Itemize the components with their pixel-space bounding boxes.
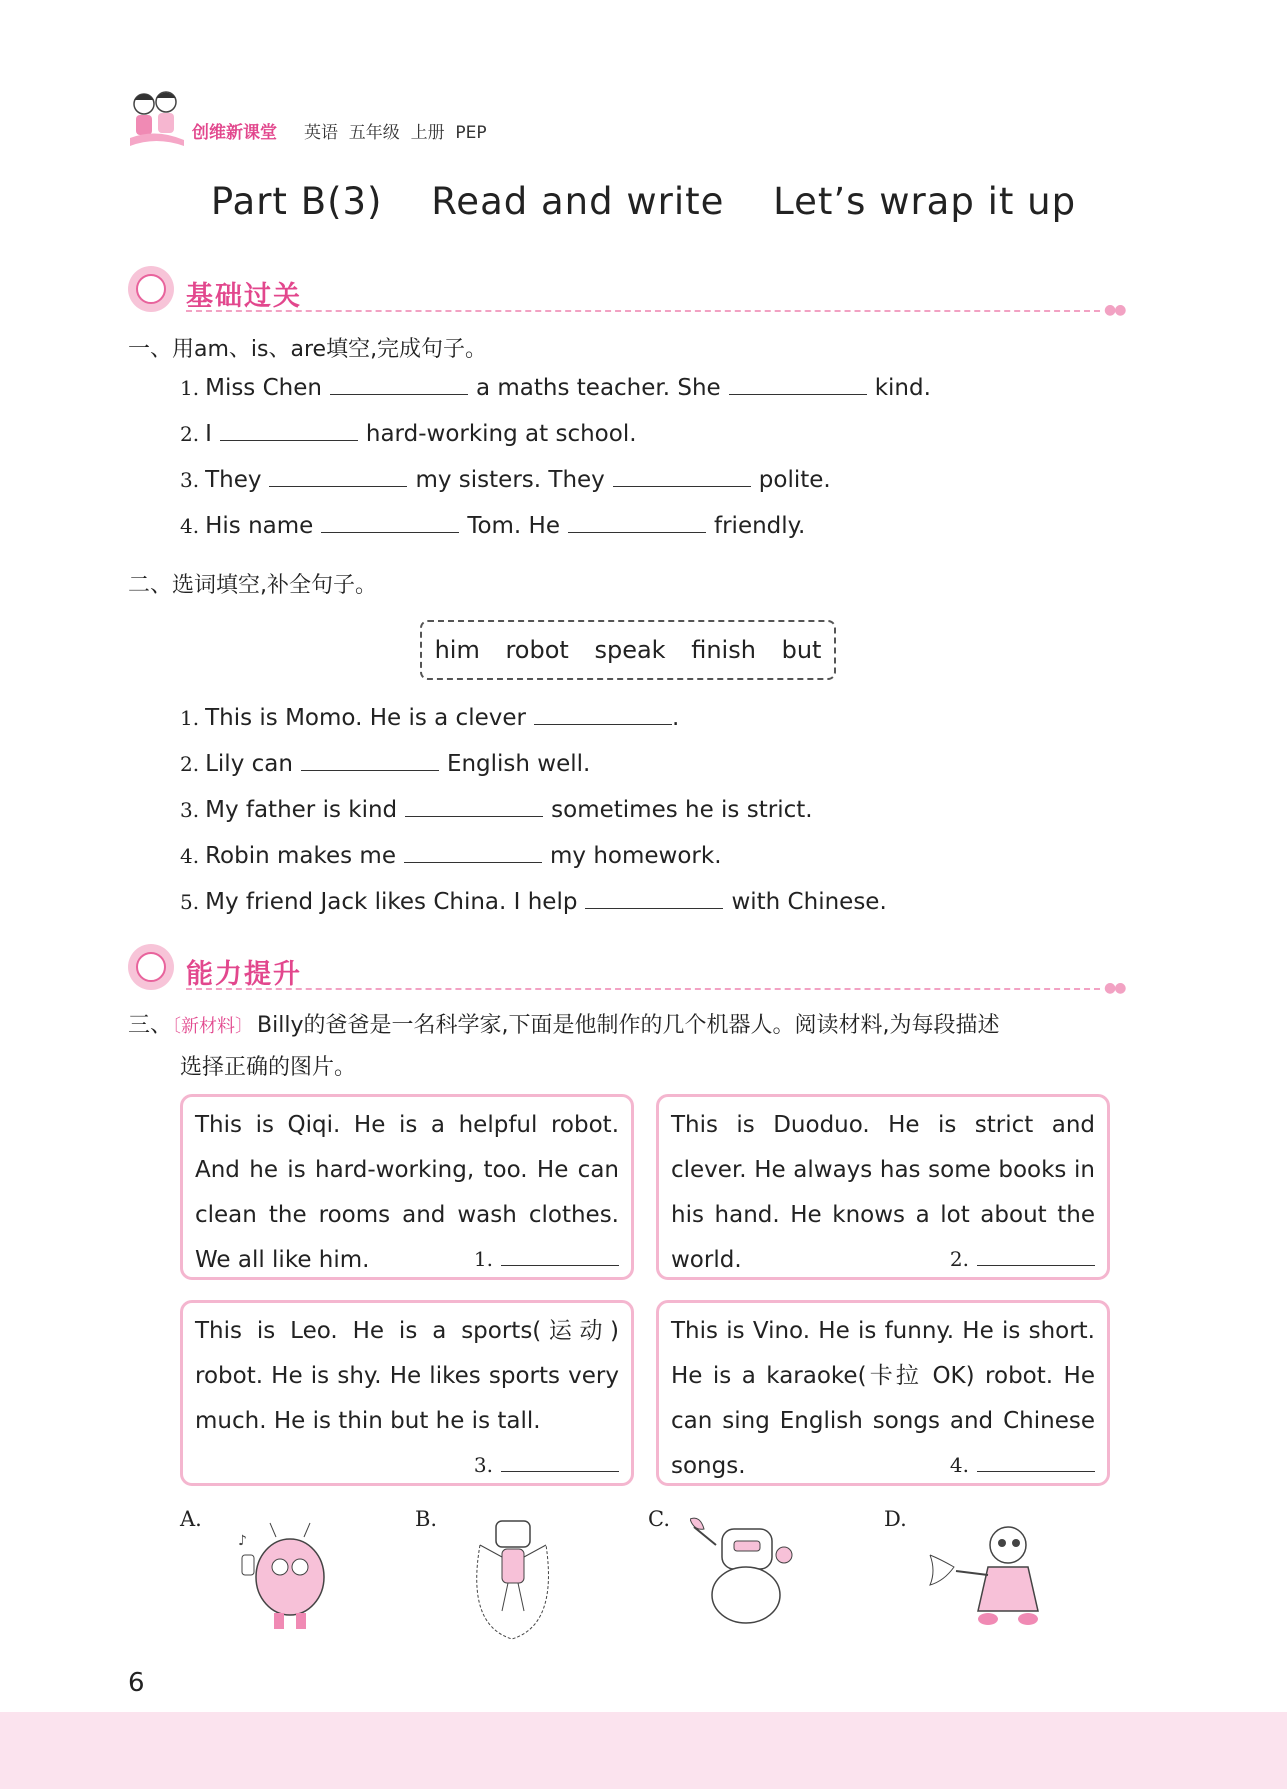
item-text: My friend Jack likes China. I help xyxy=(205,889,578,915)
section-badge-icon xyxy=(128,944,174,990)
item-text: with Chinese. xyxy=(731,889,887,915)
answer-number: 3. xyxy=(473,1453,493,1477)
book-info: 英语 五年级 上册 PEP xyxy=(304,123,487,143)
answer-blank[interactable] xyxy=(501,1245,619,1266)
answer-blank[interactable] xyxy=(330,374,468,395)
q1-item-3 xyxy=(180,466,831,493)
item-number: 2. xyxy=(180,422,200,446)
word-option: but xyxy=(781,636,822,664)
item-text: Lily can xyxy=(205,751,293,777)
card-answer xyxy=(950,1245,1095,1271)
answer-blank[interactable] xyxy=(534,704,672,725)
card-answer xyxy=(474,1451,619,1477)
word-option: finish xyxy=(691,636,756,664)
item-text: My father is kind xyxy=(205,797,398,823)
answer-blank[interactable] xyxy=(613,466,751,487)
card-text: This is Vino. He is funny. He is short. He is a karaoke(卡拉 OK) robot. He can sing English songs and Chinese songs. xyxy=(671,1318,1095,1479)
title-read: Read and write xyxy=(431,180,725,223)
section-divider xyxy=(186,310,1100,312)
section-label: 基础过关 xyxy=(186,281,302,312)
q2-item-4 xyxy=(180,842,722,869)
footer-band xyxy=(0,1712,1287,1789)
cleaning-robot-icon xyxy=(690,1515,800,1635)
question-prefix: 三、 xyxy=(128,1013,173,1038)
card-text: This is Duoduo. He is strict and clever. He always has some books in his hand. He knows a lot about the world. xyxy=(671,1112,1095,1273)
word-option: speak xyxy=(594,636,666,664)
word-option: him xyxy=(434,636,480,664)
option-d-label: D. xyxy=(884,1507,907,1531)
item-text: They xyxy=(205,467,262,493)
q1-item-1 xyxy=(180,374,931,401)
decorative-dots-icon: ●● xyxy=(1104,980,1125,996)
section-label: 能力提升 xyxy=(186,959,302,990)
section-basic-heading xyxy=(128,266,1128,316)
decorative-dots-icon: ●● xyxy=(1104,302,1125,318)
item-text: kind. xyxy=(874,375,931,401)
reading-card-4 xyxy=(656,1300,1110,1486)
option-c-label: C. xyxy=(648,1507,670,1531)
card-text: This is Leo. He is a sports(运动) robot. He is shy. He likes sports very much. He is thin but he is tall. xyxy=(195,1318,619,1434)
answer-number: 1. xyxy=(473,1247,493,1271)
svg-text:♪: ♪ xyxy=(238,1533,247,1549)
title-part: Part B(3) xyxy=(210,180,383,223)
kids-logo-icon xyxy=(126,88,188,154)
item-number: 3. xyxy=(180,798,200,822)
word-option: robot xyxy=(505,636,569,664)
section-badge-icon xyxy=(128,266,174,312)
item-text: hard-working at school. xyxy=(365,421,637,447)
q2-item-5 xyxy=(180,888,887,915)
item-text: sometimes he is strict. xyxy=(551,797,813,823)
item-text: I xyxy=(205,421,212,447)
item-text: my sisters. They xyxy=(415,467,605,493)
page-title xyxy=(0,180,1287,223)
section-advanced-heading xyxy=(128,944,1128,994)
title-wrap: Let’s wrap it up xyxy=(773,180,1077,223)
answer-blank[interactable] xyxy=(501,1451,619,1472)
item-text: my homework. xyxy=(550,843,722,869)
item-number: 5. xyxy=(180,890,200,914)
page-number: 6 xyxy=(128,1668,145,1698)
item-number: 3. xyxy=(180,468,200,492)
question-2-heading: 二、选词填空,补全句子。 xyxy=(128,573,377,598)
item-number: 4. xyxy=(180,514,200,538)
q2-item-1 xyxy=(180,704,679,731)
item-text: English well. xyxy=(446,751,591,777)
brand-name: 创维新课堂 xyxy=(192,123,277,143)
item-text: polite. xyxy=(758,467,831,493)
item-number: 2. xyxy=(180,752,200,776)
card-answer xyxy=(474,1245,619,1271)
option-a-label: A. xyxy=(180,1507,202,1531)
item-number: 4. xyxy=(180,844,200,868)
item-text: His name xyxy=(205,513,314,539)
question-3-heading-line2: 选择正确的图片。 xyxy=(180,1055,357,1080)
reading-card-1 xyxy=(180,1094,634,1280)
q1-item-2 xyxy=(180,420,637,447)
item-text: Miss Chen xyxy=(205,375,322,401)
section-divider xyxy=(186,988,1100,990)
q2-item-3 xyxy=(180,796,813,823)
answer-blank[interactable] xyxy=(404,842,542,863)
answer-blank[interactable] xyxy=(568,512,706,533)
reading-card-3 xyxy=(180,1300,634,1486)
card-answer xyxy=(950,1451,1095,1477)
item-number: 1. xyxy=(180,706,200,730)
answer-blank[interactable] xyxy=(405,796,543,817)
reading-card-2 xyxy=(656,1094,1110,1280)
answer-blank[interactable] xyxy=(977,1451,1095,1472)
item-text: Robin makes me xyxy=(205,843,396,869)
answer-blank[interactable] xyxy=(977,1245,1095,1266)
new-material-tag: 〔新材料〕 xyxy=(172,1016,254,1037)
item-text: friendly. xyxy=(714,513,806,539)
question-1-heading: 一、用am、is、are填空,完成句子。 xyxy=(128,337,488,362)
question-3-heading xyxy=(128,1008,1138,1039)
answer-blank[interactable] xyxy=(321,512,459,533)
item-text: This is Momo. He is a clever xyxy=(205,705,526,731)
karaoke-robot-icon xyxy=(228,1515,348,1635)
item-text: Tom. He xyxy=(467,513,560,539)
option-b-label: B. xyxy=(415,1507,438,1531)
word-bank xyxy=(420,620,836,680)
q2-item-2 xyxy=(180,750,590,777)
item-text: a maths teacher. She xyxy=(475,375,721,401)
answer-number: 4. xyxy=(949,1453,969,1477)
answer-blank[interactable] xyxy=(220,420,358,441)
answer-blank[interactable] xyxy=(269,466,407,487)
answer-blank[interactable] xyxy=(585,888,723,909)
answer-blank[interactable] xyxy=(729,374,867,395)
answer-number: 2. xyxy=(949,1247,969,1271)
answer-blank[interactable] xyxy=(301,750,439,771)
page-header xyxy=(126,88,586,158)
card-text: This is Qiqi. He is a helpful robot. And he is hard-working, too. He can clean the rooms and wash clothes. We all like him. xyxy=(195,1112,619,1273)
item-text: . xyxy=(671,705,680,731)
item-number: 1. xyxy=(180,376,200,400)
question-text: Billy的爸爸是一名科学家,下面是他制作的几个机器人。阅读材料,为每段描述 xyxy=(257,1013,1000,1038)
feather-duster-robot-icon xyxy=(926,1515,1056,1635)
sports-robot-icon xyxy=(462,1515,562,1645)
q1-item-4 xyxy=(180,512,805,539)
